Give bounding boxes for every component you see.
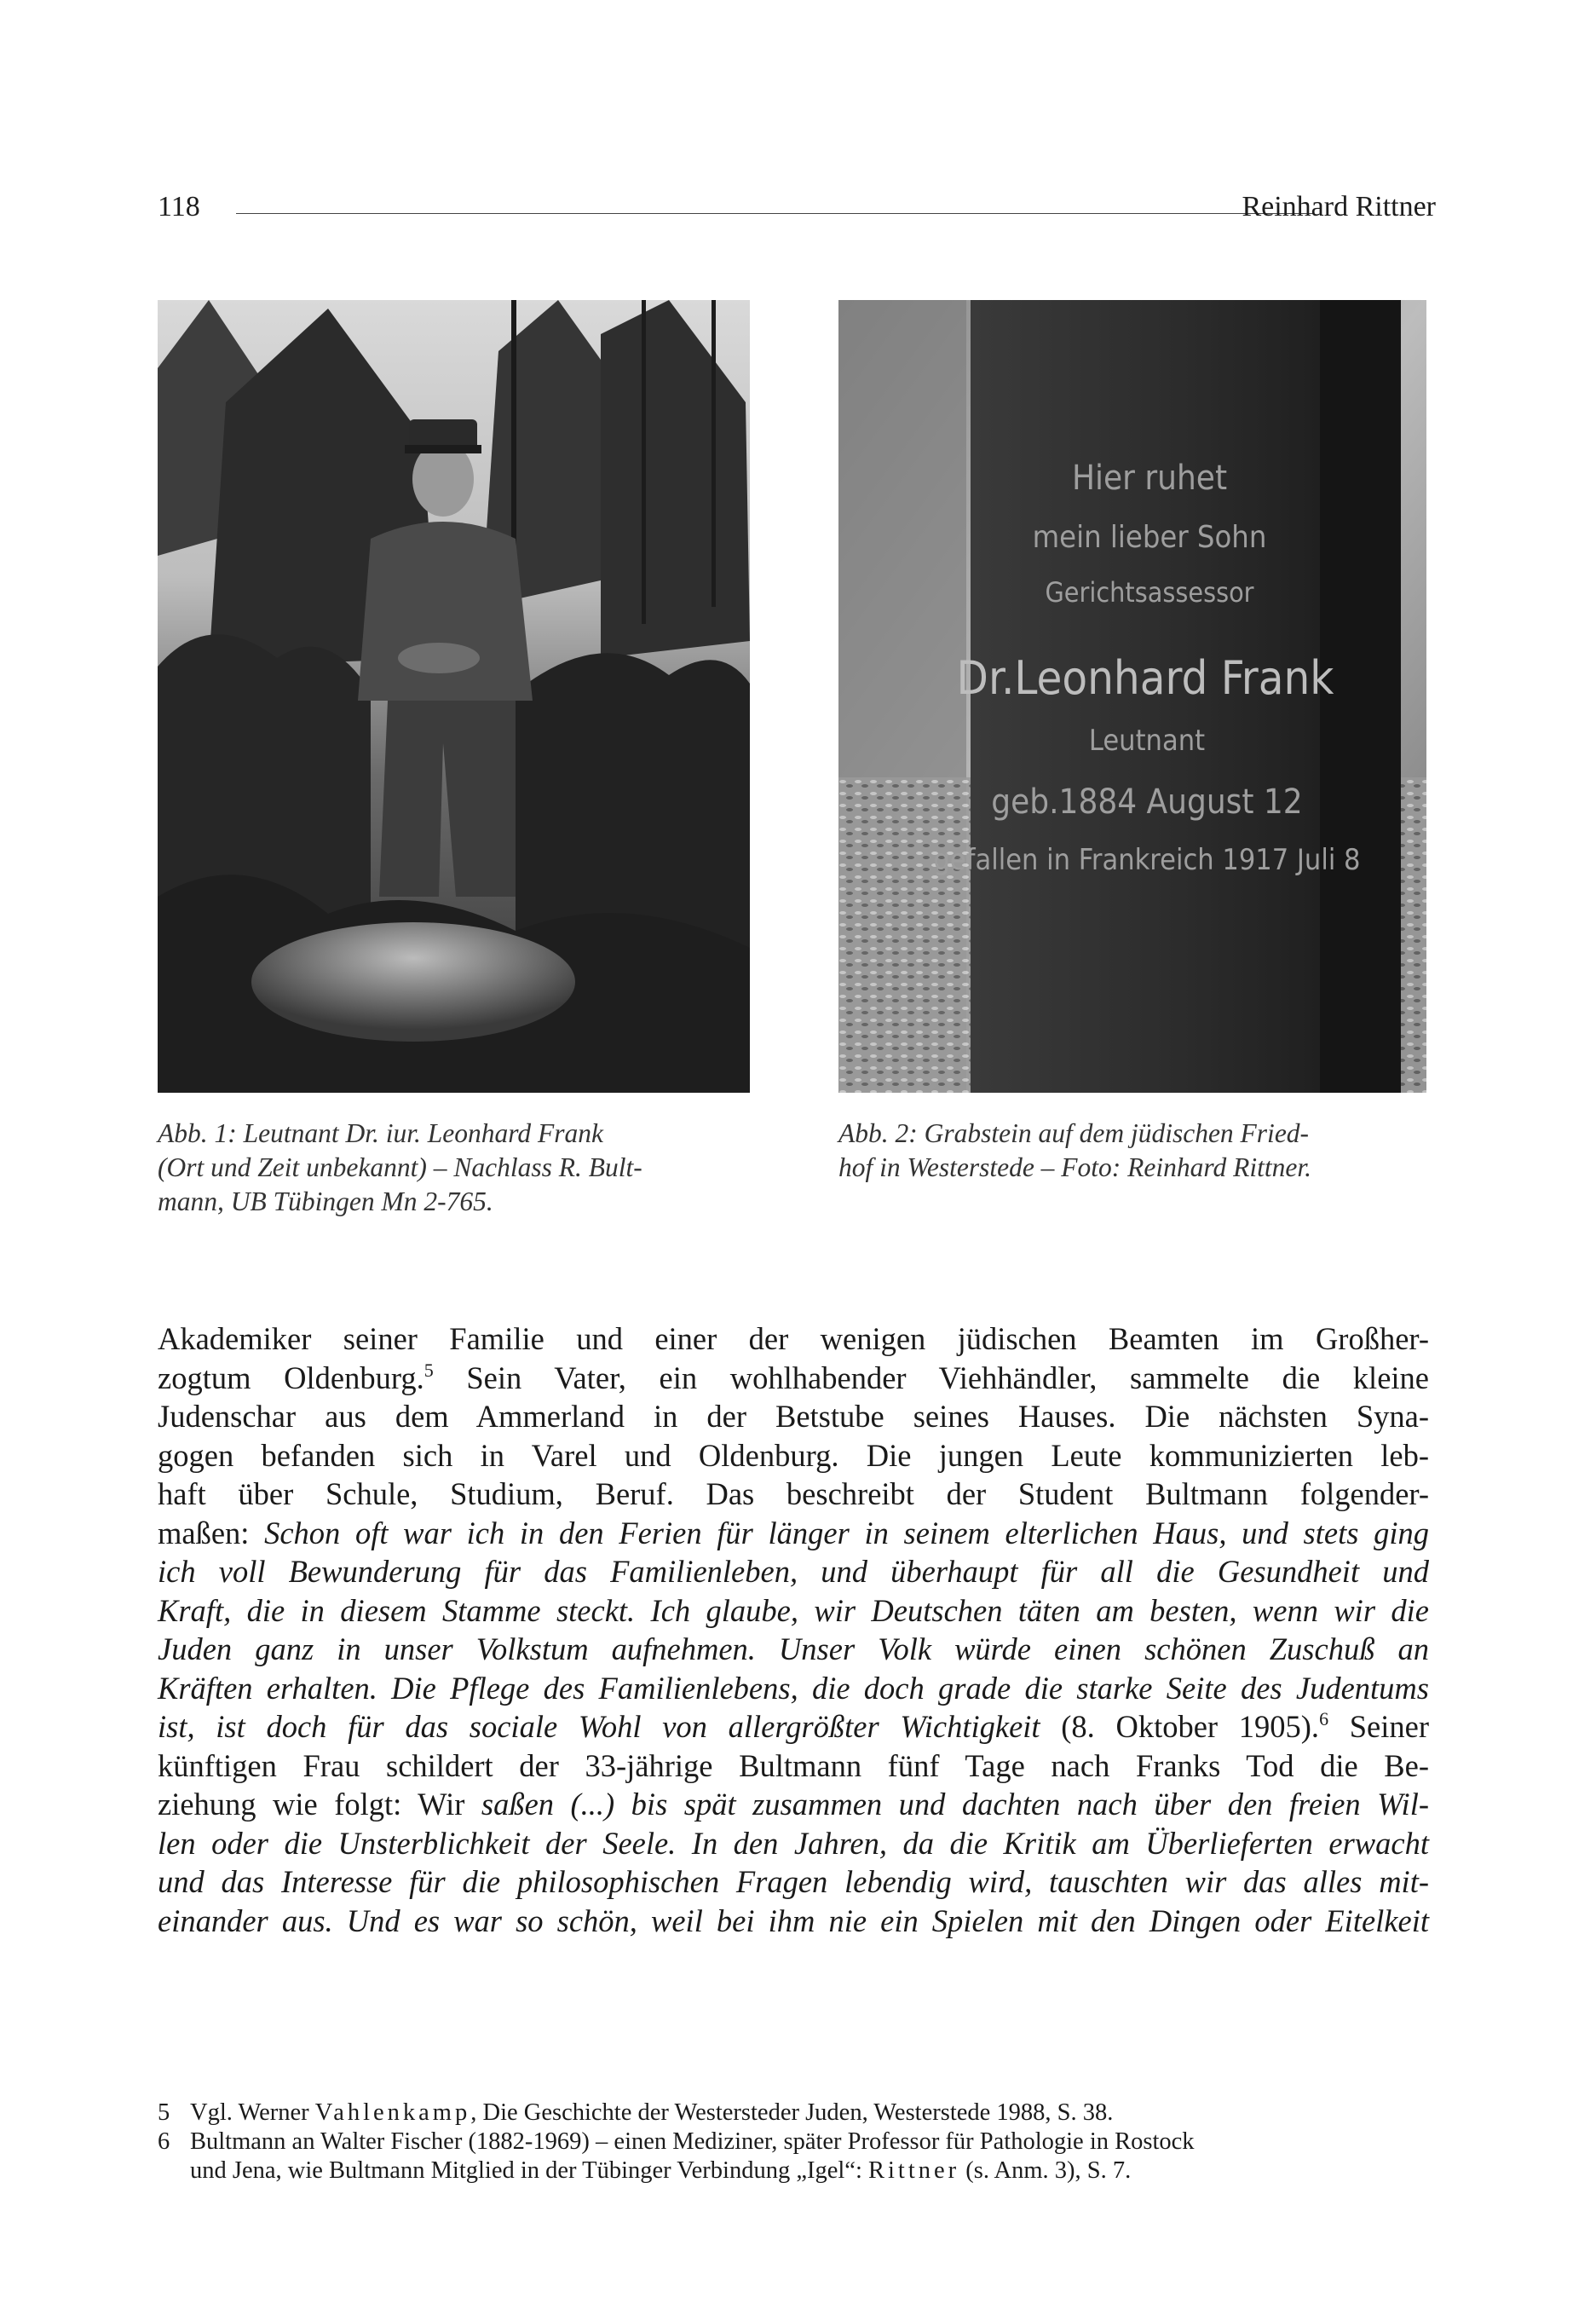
footnotes xyxy=(158,2099,1436,2185)
footnote-5: 5 Vgl. Werner Vahlenkamp, Die Geschichte der Westersteder Juden, Westerstede 1988, S. 38. xyxy=(158,2099,1114,2126)
figure-1-photograph xyxy=(158,300,750,1093)
svg-text:geb.1884 August 12: geb.1884 August 12 xyxy=(991,782,1303,822)
svg-text:Dr.Leonhard Frank: Dr.Leonhard Frank xyxy=(956,651,1334,705)
footnote-6: 6 Bultmann an Walter Fischer (1882-1969) – einen Mediziner, später Professor für Pathologie in Rostock xyxy=(158,2128,1195,2155)
quotation: und das Interesse für die philosophischen Fragen lebendig wird, tauschten wir das alles mit- xyxy=(158,1864,1429,1899)
body-line xyxy=(158,1552,1429,1591)
footnote-ref-6[interactable]: 6 xyxy=(1319,1708,1329,1729)
figure-1-caption: Abb. 1: Leutnant Dr. iur. Leonhard Frank (Ort und Zeit unbekannt) – Nachlass R. Bult- mann, UB Tübingen Mn 2-765. xyxy=(158,1118,642,1216)
svg-text:Leutnant: Leutnant xyxy=(1088,724,1206,758)
quotation: einander aus. Und es war so schön, weil bei ihm nie ein Spielen mit den Dingen oder Eitelkeit xyxy=(158,1902,1429,1938)
footnote-6-continued: und Jena, wie Bultmann Mitglied in der Tübinger Verbindung „Igel“: Rittner (s. Anm. 3), S. 7. xyxy=(190,2157,1132,2184)
body-text xyxy=(158,1319,1429,1940)
soldier-in-forest-photo xyxy=(158,300,750,1093)
body-line: zogtum Oldenburg.$^5$ Sein Vater, ein wohlhabender Viehhändler, sammelte die kleine xyxy=(158,1359,1429,1395)
quotation: Kraft, die in diesem Stamme steckt. Ich glaube, wir Deutschen täten am besten, wenn wir die xyxy=(158,1592,1429,1628)
quotation: Schon oft war ich in den Ferien für länger in seinem elterlichen Haus, und stets ging xyxy=(264,1515,1430,1550)
body-line xyxy=(158,1669,1429,1708)
body-line: haft über Schule, Studium, Beruf. Das beschreibt der Student Bultmann folgender- xyxy=(158,1476,1429,1511)
figure-2-photograph xyxy=(838,300,1426,1093)
body-line: ist, ist doch für das sociale Wohl von allergrößter Wichtigkeit (8. Oktober 1905).$^6$ Seiner xyxy=(158,1708,1429,1744)
footnote-ref-5[interactable]: 5 xyxy=(423,1359,434,1381)
body-line: gogen befanden sich in Varel und Oldenburg. Die jungen Leute kommunizierten leb- xyxy=(158,1437,1429,1473)
body-line: Judenschar aus dem Ammerland in der Betstube seines Hauses. Die nächsten Syna- xyxy=(158,1399,1429,1434)
figure-2-caption: Abb. 2: Grabstein auf dem jüdischen Fried- hof in Westerstede – Foto: Reinhard Rittner. xyxy=(838,1118,1311,1182)
svg-text:gefallen in Frankreich 1917 Ju: gefallen in Frankreich 1917 Juli 8 xyxy=(933,843,1361,877)
header-rule xyxy=(236,213,1313,214)
body-line: maßen: Schon oft war ich in den Ferien für länger in seinem elterlichen Haus, und stets ging xyxy=(158,1515,1430,1550)
footnote-number: 5 xyxy=(158,2099,170,2126)
page-number: 118 xyxy=(158,191,200,222)
quotation: len oder die Unsterblichkeit der Seele. In den Jahren, da die Kritik am Überlieferten erwacht xyxy=(158,1825,1429,1861)
running-header xyxy=(158,191,1436,234)
quotation: ich voll Bewunderung für das Familienleben, und überhaupt für all die Gesundheit und xyxy=(158,1554,1429,1589)
body-line xyxy=(158,1824,1429,1863)
quotation: Juden ganz in unser Volkstum aufnehmen. Unser Volk würde einen schönen Zuschuß an xyxy=(158,1631,1429,1666)
quotation: ist, ist doch für das sociale Wohl von allergrößter Wichtigkeit xyxy=(158,1709,1040,1744)
body-line: ziehung wie folgt: Wir saßen (...) bis spät zusammen und dachten nach über den freien Wil- xyxy=(158,1787,1429,1822)
body-line xyxy=(158,1862,1429,1902)
svg-text:Hier ruhet: Hier ruhet xyxy=(1071,459,1228,498)
body-line xyxy=(158,1902,1429,1941)
body-line: künftigen Frau schildert der 33-jährige Bultmann fünf Tage nach Franks Tod die Be- xyxy=(158,1747,1429,1783)
body-line: Akademiker seiner Familie und einer der wenigen jüdischen Beamten im Großher- xyxy=(158,1321,1429,1356)
quotation: Kräften erhalten. Die Pflege des Familienlebens, die doch grade die starke Seite des Judentums xyxy=(158,1670,1429,1706)
body-line xyxy=(158,1591,1429,1631)
svg-text:mein lieber Sohn: mein lieber Sohn xyxy=(1032,520,1267,555)
running-header-author: Reinhard Rittner xyxy=(1242,191,1436,222)
svg-text:Gerichtsassessor: Gerichtsassessor xyxy=(1045,576,1254,609)
body-line xyxy=(158,1630,1429,1669)
quotation: saßen (...) bis spät zusammen und dachten nach über den freien Wil- xyxy=(481,1787,1429,1822)
gravestone-photo xyxy=(838,300,1426,1093)
footnote-number: 6 xyxy=(158,2128,170,2155)
